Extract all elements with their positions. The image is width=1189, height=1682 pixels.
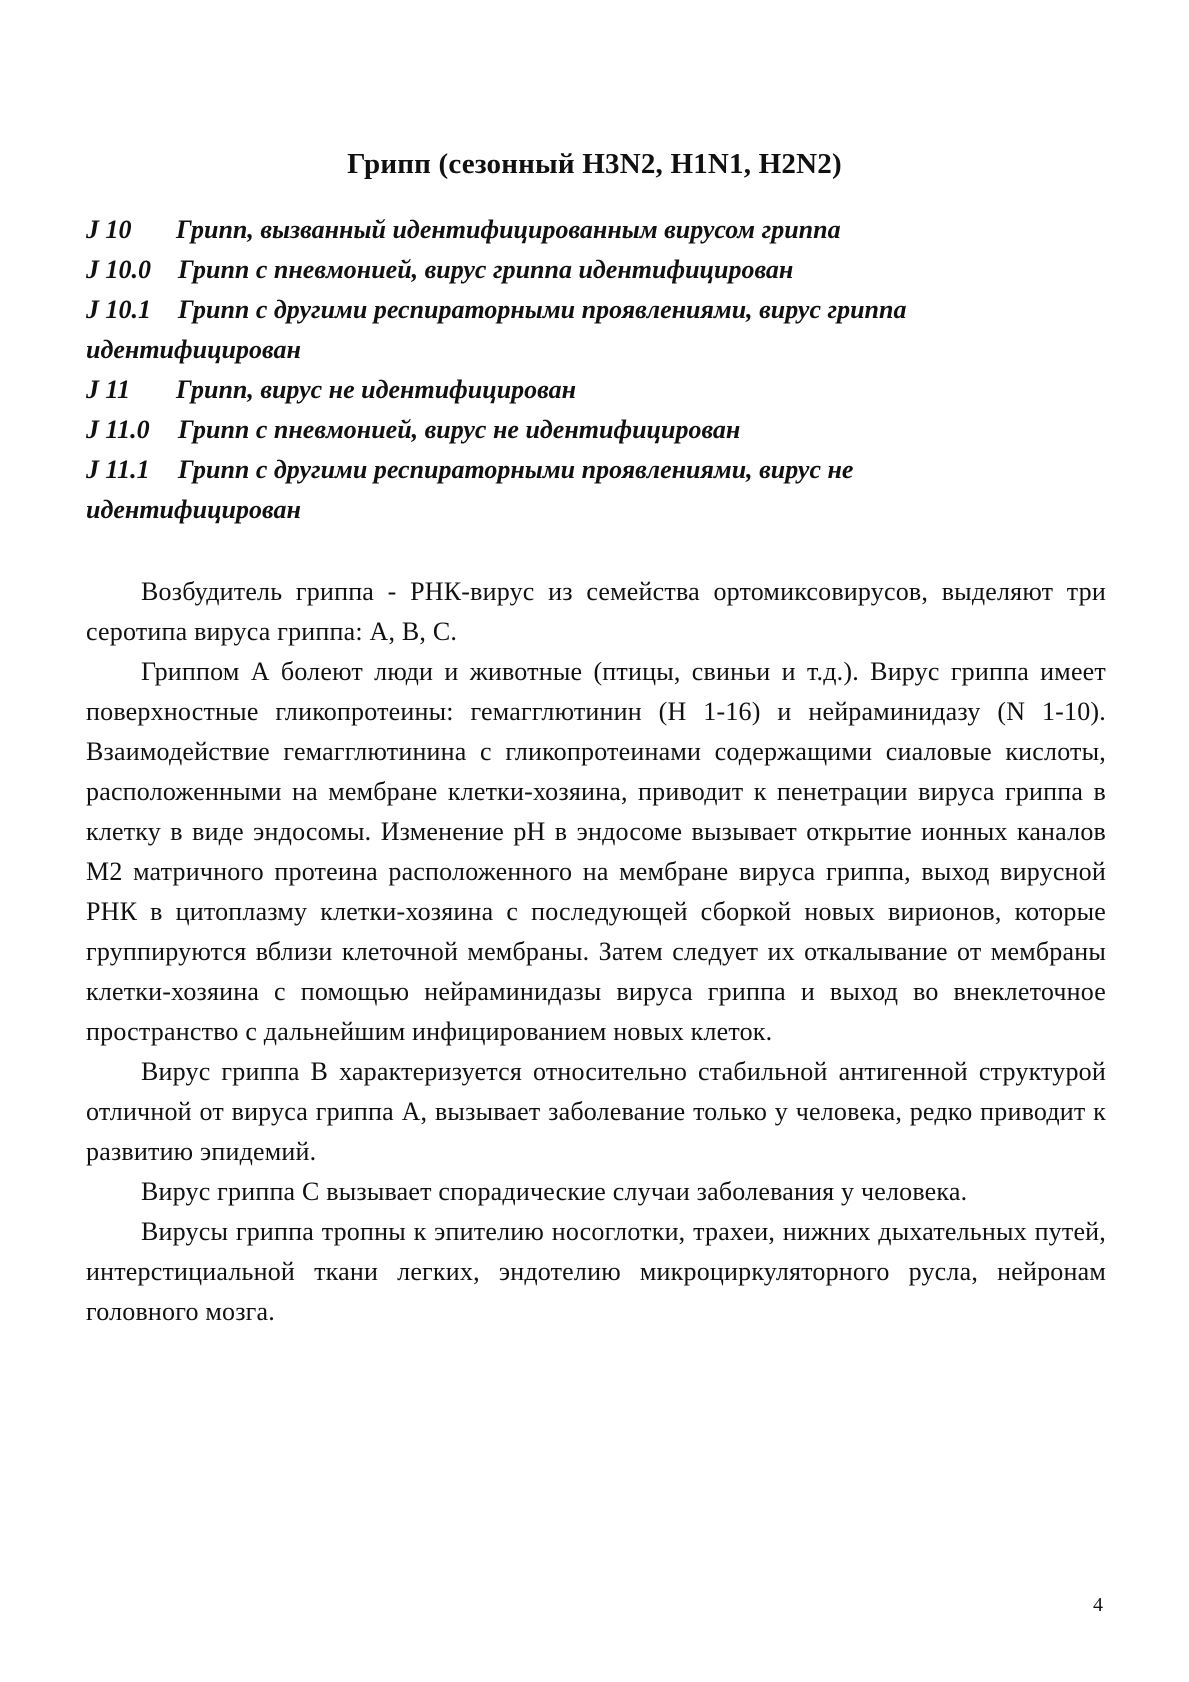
icd-description-continuation: идентифицирован [86, 495, 301, 524]
icd-code-line [86, 250, 1106, 290]
paragraph: Гриппом А болеют люди и животные (птицы, свиньи и т.д.). Вирус гриппа имеет поверхностные гликопротеины: гемагглютинин (H 1-16) и нейраминидазу (N 1-10). Взаимодействие гемагглютинина с гликопротеинами содержащими сиаловые кислоты, расположенными на мембране клетки-хозяина, приводит к пенетрации вируса гриппа в клетку в виде эндосомы. Изменение pH в эндосоме вызывает открытие ионных каналов М2 матричного протеина расположенного на мембране вируса гриппа, выход вирусной РНК в цитоплазму клетки-хозяина с последующей сборкой новых вирионов, которые группируются вблизи клеточной мембраны. Затем следует их откалывание от мембраны клетки-хозяина с помощью нейраминидазы вируса гриппа и выход во внеклеточное пространство с дальнейшим инфицированием новых клеток. [86, 657, 1106, 1046]
icd-description: Грипп, вирус не идентифицирован [176, 375, 577, 404]
icd-code-line [86, 370, 1106, 410]
page-title: Грипп (сезонный H3N2, H1N1, H2N2) [347, 148, 842, 180]
icd-description: Грипп с другими респираторными проявлениями, вирус не [178, 455, 854, 484]
icd-description: Грипп с пневмонией, вирус гриппа идентифицирован [178, 255, 794, 284]
icd-code: J 10.0 [86, 255, 151, 284]
icd-code-line [86, 450, 1106, 490]
paragraph: Вирус гриппа С вызывает спорадические случаи заболевания у человека. [141, 1177, 968, 1206]
icd-description: Грипп с другими респираторными проявлениями, вирус гриппа [178, 295, 907, 324]
icd-description: Грипп с пневмонией, вирус не идентифицирован [178, 415, 741, 444]
page-number: 4 [1093, 1594, 1103, 1616]
paragraph: Вирус гриппа В характеризуется относительно стабильной антигенной структурой отличной от вируса гриппа А, вызывает заболевание только у человека, редко приводит к развитию эпидемий. [86, 1057, 1106, 1166]
icd-code: J 10 [86, 215, 132, 244]
paragraph: Вирусы гриппа тропны к эпителию носоглотки, трахеи, нижних дыхательных путей, интерстициальной ткани легких, эндотелию микроциркуляторного русла, нейронам головного мозга. [86, 1217, 1106, 1326]
icd-code-line [86, 410, 1106, 450]
icd-code: J 11 [86, 375, 131, 404]
icd-code-list [86, 210, 1106, 530]
icd-code: J 11.0 [86, 415, 150, 444]
paragraph: Возбудитель гриппа - РНК-вирус из семейства ортомиксовирусов, выделяют три серотипа вируса гриппа: А, В, С. [86, 577, 1106, 646]
icd-description-continuation: идентифицирован [86, 335, 301, 364]
icd-code: J 11.1 [86, 455, 150, 484]
icd-code: J 10.1 [86, 295, 151, 324]
icd-code-line [86, 210, 1106, 250]
body-text [86, 572, 1106, 1332]
icd-description: Грипп, вызванный идентифицированным вирусом гриппа [176, 215, 841, 244]
icd-code-line [86, 290, 1106, 330]
